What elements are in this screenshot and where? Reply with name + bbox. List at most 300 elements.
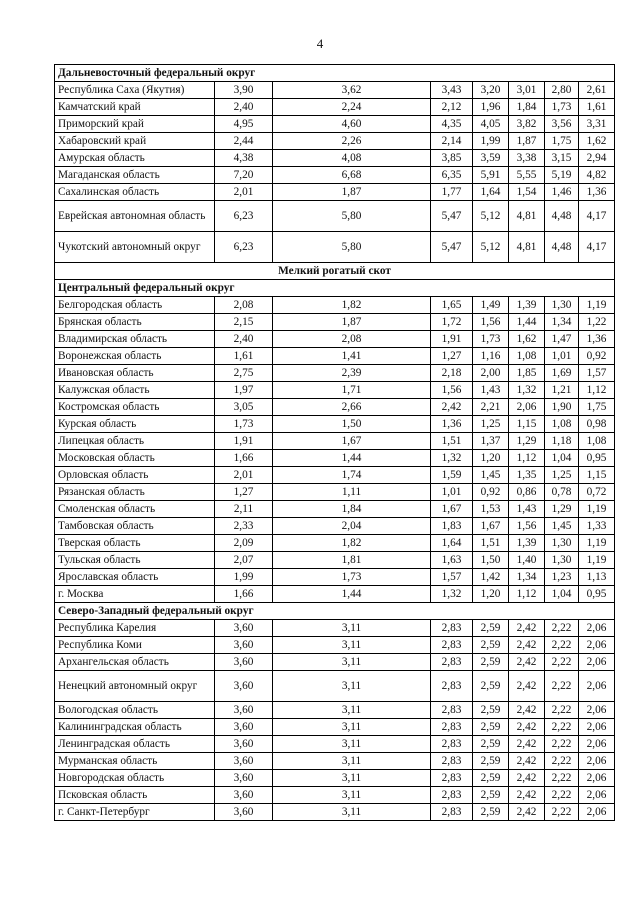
rate-cell: 1,44 — [509, 314, 545, 331]
rate-cell: 3,82 — [509, 116, 545, 133]
rate-cell: 2,59 — [473, 637, 509, 654]
rate-cell: 1,44 — [273, 586, 431, 603]
rate-cell: 1,46 — [545, 184, 579, 201]
region-name: Рязанская область — [55, 484, 215, 501]
rate-cell: 3,60 — [215, 654, 273, 671]
rate-cell: 1,39 — [509, 297, 545, 314]
rate-cell: 2,42 — [509, 719, 545, 736]
table-row — [55, 348, 615, 365]
rate-cell: 1,50 — [273, 416, 431, 433]
table-row — [55, 637, 615, 654]
rate-cell: 1,34 — [509, 569, 545, 586]
rate-cell: 3,31 — [579, 116, 615, 133]
rate-cell: 2,83 — [431, 637, 473, 654]
rate-cell: 2,09 — [215, 535, 273, 552]
rate-cell: 4,81 — [509, 232, 545, 263]
region-name: Сахалинская область — [55, 184, 215, 201]
rate-cell: 1,71 — [273, 382, 431, 399]
rate-cell: 1,99 — [215, 569, 273, 586]
region-name: Владимирская область — [55, 331, 215, 348]
rate-cell: 3,11 — [273, 804, 431, 821]
rate-cell: 1,77 — [431, 184, 473, 201]
rate-cell: 3,60 — [215, 804, 273, 821]
rates-table — [54, 64, 615, 821]
region-name: Смоленская область — [55, 501, 215, 518]
rate-cell: 2,83 — [431, 804, 473, 821]
table-row — [55, 552, 615, 569]
rate-cell: 2,07 — [215, 552, 273, 569]
rate-cell: 2,42 — [509, 654, 545, 671]
rate-cell: 5,47 — [431, 201, 473, 232]
rate-cell: 2,21 — [473, 399, 509, 416]
rate-cell: 2,42 — [509, 753, 545, 770]
rate-cell: 1,19 — [579, 552, 615, 569]
rate-cell: 1,25 — [473, 416, 509, 433]
table-row — [55, 787, 615, 804]
rate-cell: 2,42 — [509, 804, 545, 821]
rate-cell: 2,40 — [215, 331, 273, 348]
rate-cell: 1,56 — [509, 518, 545, 535]
rate-cell: 3,60 — [215, 787, 273, 804]
rate-cell: 1,57 — [579, 365, 615, 382]
region-name: Чукотский автономный округ — [55, 232, 215, 263]
rate-cell: 1,61 — [215, 348, 273, 365]
rate-cell: 3,60 — [215, 671, 273, 702]
region-name: Республика Карелия — [55, 620, 215, 637]
rate-cell: 1,25 — [545, 467, 579, 484]
rate-cell: 1,33 — [579, 518, 615, 535]
rate-cell: 2,18 — [431, 365, 473, 382]
rate-cell: 1,42 — [473, 569, 509, 586]
rate-cell: 2,22 — [545, 702, 579, 719]
rate-cell: 7,20 — [215, 167, 273, 184]
rate-cell: 2,59 — [473, 787, 509, 804]
table-row — [55, 99, 615, 116]
rate-cell: 1,53 — [473, 501, 509, 518]
rate-cell: 1,19 — [579, 297, 615, 314]
rate-cell: 1,66 — [215, 450, 273, 467]
rate-cell: 2,22 — [545, 736, 579, 753]
rate-cell: 5,12 — [473, 232, 509, 263]
rate-cell: 1,29 — [509, 433, 545, 450]
rate-cell: 1,66 — [215, 586, 273, 603]
rate-cell: 1,84 — [273, 501, 431, 518]
rate-cell: 4,48 — [545, 201, 579, 232]
rate-cell: 1,43 — [473, 382, 509, 399]
rate-cell: 1,04 — [545, 450, 579, 467]
rate-cell: 1,87 — [273, 314, 431, 331]
rate-cell: 2,06 — [509, 399, 545, 416]
table-row — [55, 620, 615, 637]
rate-cell: 1,22 — [579, 314, 615, 331]
rate-cell: 3,11 — [273, 753, 431, 770]
region-name: Мурманская область — [55, 753, 215, 770]
rate-cell: 3,60 — [215, 770, 273, 787]
rate-cell: 1,51 — [431, 433, 473, 450]
rate-cell: 3,90 — [215, 82, 273, 99]
rate-cell: 2,59 — [473, 719, 509, 736]
rate-cell: 3,11 — [273, 671, 431, 702]
rate-cell: 1,62 — [509, 331, 545, 348]
rate-cell: 2,08 — [273, 331, 431, 348]
region-name: г. Санкт-Петербург — [55, 804, 215, 821]
rate-cell: 2,83 — [431, 671, 473, 702]
rate-cell: 2,42 — [509, 770, 545, 787]
rate-cell: 1,57 — [431, 569, 473, 586]
rate-cell: 2,59 — [473, 671, 509, 702]
section-title: Северо-Западный федеральный округ — [55, 603, 615, 620]
rate-cell: 4,60 — [273, 116, 431, 133]
rate-cell: 1,73 — [215, 416, 273, 433]
rate-cell: 2,22 — [545, 719, 579, 736]
rate-cell: 1,40 — [509, 552, 545, 569]
rate-cell: 2,14 — [431, 133, 473, 150]
table-row — [55, 671, 615, 702]
rate-cell: 1,44 — [273, 450, 431, 467]
rate-cell: 1,30 — [545, 552, 579, 569]
rate-cell: 1,16 — [473, 348, 509, 365]
rate-cell: 1,12 — [509, 450, 545, 467]
rate-cell: 2,59 — [473, 736, 509, 753]
rate-cell: 1,83 — [431, 518, 473, 535]
rate-cell: 1,35 — [509, 467, 545, 484]
rate-cell: 2,83 — [431, 770, 473, 787]
rate-cell: 4,38 — [215, 150, 273, 167]
table-row — [55, 184, 615, 201]
region-name: Тульская область — [55, 552, 215, 569]
rate-cell: 1,56 — [473, 314, 509, 331]
rate-cell: 2,33 — [215, 518, 273, 535]
region-name: Калужская область — [55, 382, 215, 399]
table-row — [55, 518, 615, 535]
rate-cell: 2,59 — [473, 620, 509, 637]
rate-cell: 3,20 — [473, 82, 509, 99]
rate-cell: 3,60 — [215, 620, 273, 637]
rate-cell: 2,83 — [431, 753, 473, 770]
rate-cell: 1,73 — [545, 99, 579, 116]
rate-cell: 1,34 — [545, 314, 579, 331]
rate-cell: 3,60 — [215, 702, 273, 719]
region-name: Архангельская область — [55, 654, 215, 671]
rate-cell: 1,82 — [273, 297, 431, 314]
table-row — [55, 365, 615, 382]
page-number: 4 — [316, 36, 324, 51]
rate-cell: 2,06 — [579, 804, 615, 821]
table-row — [55, 133, 615, 150]
rate-cell: 1,63 — [431, 552, 473, 569]
rate-cell: 1,20 — [473, 586, 509, 603]
rate-cell: 4,82 — [579, 167, 615, 184]
region-name: Белгородская область — [55, 297, 215, 314]
rate-cell: 1,45 — [545, 518, 579, 535]
region-name: Псковская область — [55, 787, 215, 804]
rate-cell: 1,65 — [431, 297, 473, 314]
region-name: Республика Коми — [55, 637, 215, 654]
table-row — [55, 501, 615, 518]
table-row — [55, 719, 615, 736]
rate-cell: 0,72 — [579, 484, 615, 501]
rate-cell: 1,47 — [545, 331, 579, 348]
rate-cell: 2,42 — [431, 399, 473, 416]
rate-cell: 5,91 — [473, 167, 509, 184]
rate-cell: 3,59 — [473, 150, 509, 167]
rate-cell: 0,92 — [473, 484, 509, 501]
rate-cell: 1,64 — [431, 535, 473, 552]
rate-cell: 4,17 — [579, 201, 615, 232]
section-header-row — [55, 603, 615, 620]
rate-cell: 1,39 — [509, 535, 545, 552]
rate-cell: 1,21 — [545, 382, 579, 399]
rate-cell: 2,59 — [473, 654, 509, 671]
rate-cell: 3,38 — [509, 150, 545, 167]
region-name: Магаданская область — [55, 167, 215, 184]
rate-cell: 2,22 — [545, 787, 579, 804]
rate-cell: 1,67 — [273, 433, 431, 450]
rate-cell: 2,83 — [431, 620, 473, 637]
rate-cell: 2,94 — [579, 150, 615, 167]
rate-cell: 6,68 — [273, 167, 431, 184]
table-row — [55, 150, 615, 167]
rate-cell: 1,87 — [509, 133, 545, 150]
rate-cell: 1,08 — [545, 416, 579, 433]
region-name: Воронежская область — [55, 348, 215, 365]
rate-cell: 2,12 — [431, 99, 473, 116]
rate-cell: 2,42 — [509, 637, 545, 654]
rate-cell: 1,19 — [579, 501, 615, 518]
region-name: Республика Саха (Якутия) — [55, 82, 215, 99]
rate-cell: 2,06 — [579, 753, 615, 770]
region-name: Московская область — [55, 450, 215, 467]
rate-cell: 1,91 — [215, 433, 273, 450]
rate-cell: 1,19 — [579, 535, 615, 552]
rate-cell: 2,15 — [215, 314, 273, 331]
rate-cell: 1,20 — [473, 450, 509, 467]
region-name: Ленинградская область — [55, 736, 215, 753]
table-row — [55, 586, 615, 603]
region-name: Ярославская область — [55, 569, 215, 586]
rate-cell: 2,59 — [473, 804, 509, 821]
rate-cell: 1,15 — [509, 416, 545, 433]
rate-cell: 2,59 — [473, 702, 509, 719]
rate-cell: 2,00 — [473, 365, 509, 382]
region-name: Амурская область — [55, 150, 215, 167]
table-row — [55, 770, 615, 787]
table-row — [55, 753, 615, 770]
region-name: Орловская область — [55, 467, 215, 484]
rate-cell: 3,01 — [509, 82, 545, 99]
table-row — [55, 702, 615, 719]
rate-cell: 2,22 — [545, 770, 579, 787]
category-title: Мелкий рогатый скот — [55, 263, 615, 280]
rate-cell: 2,39 — [273, 365, 431, 382]
rate-cell: 1,04 — [545, 586, 579, 603]
rate-cell: 2,06 — [579, 719, 615, 736]
region-name: Хабаровский край — [55, 133, 215, 150]
section-header-row — [55, 65, 615, 82]
rate-cell: 1,51 — [473, 535, 509, 552]
rate-cell: 1,27 — [431, 348, 473, 365]
rate-cell: 2,40 — [215, 99, 273, 116]
rate-cell: 3,11 — [273, 702, 431, 719]
region-name: Камчатский край — [55, 99, 215, 116]
rate-cell: 1,13 — [579, 569, 615, 586]
rate-cell: 1,50 — [473, 552, 509, 569]
table-row — [55, 484, 615, 501]
rate-cell: 2,26 — [273, 133, 431, 150]
rate-cell: 2,42 — [509, 702, 545, 719]
category-header-row — [55, 263, 615, 280]
rate-cell: 1,74 — [273, 467, 431, 484]
rate-cell: 1,41 — [273, 348, 431, 365]
rate-cell: 4,35 — [431, 116, 473, 133]
rate-cell: 1,67 — [473, 518, 509, 535]
rate-cell: 4,81 — [509, 201, 545, 232]
rate-cell: 1,30 — [545, 535, 579, 552]
rate-cell: 2,04 — [273, 518, 431, 535]
rate-cell: 2,06 — [579, 620, 615, 637]
rate-cell: 1,81 — [273, 552, 431, 569]
rate-cell: 1,18 — [545, 433, 579, 450]
rate-cell: 3,11 — [273, 736, 431, 753]
region-name: г. Москва — [55, 586, 215, 603]
table-row — [55, 201, 615, 232]
rate-cell: 6,35 — [431, 167, 473, 184]
rate-cell: 2,44 — [215, 133, 273, 150]
rate-cell: 1,90 — [545, 399, 579, 416]
rate-cell: 0,86 — [509, 484, 545, 501]
rate-cell: 1,12 — [509, 586, 545, 603]
rate-cell: 5,12 — [473, 201, 509, 232]
table-row — [55, 535, 615, 552]
table-row — [55, 416, 615, 433]
rate-cell: 6,23 — [215, 201, 273, 232]
rate-cell: 1,15 — [579, 467, 615, 484]
rate-cell: 1,32 — [431, 586, 473, 603]
region-name: Тамбовская область — [55, 518, 215, 535]
rate-cell: 1,36 — [431, 416, 473, 433]
rate-cell: 1,08 — [509, 348, 545, 365]
rate-cell: 1,82 — [273, 535, 431, 552]
rate-cell: 2,22 — [545, 620, 579, 637]
rate-cell: 2,61 — [579, 82, 615, 99]
table-body — [55, 65, 615, 821]
rate-cell: 1,30 — [545, 297, 579, 314]
rate-cell: 3,60 — [215, 637, 273, 654]
rate-cell: 1,27 — [215, 484, 273, 501]
rate-cell: 2,01 — [215, 467, 273, 484]
rate-cell: 2,06 — [579, 637, 615, 654]
region-name: Тверская область — [55, 535, 215, 552]
rate-cell: 2,22 — [545, 671, 579, 702]
section-header-row — [55, 280, 615, 297]
rate-cell: 0,78 — [545, 484, 579, 501]
rate-cell: 2,66 — [273, 399, 431, 416]
section-title: Дальневосточный федеральный округ — [55, 65, 615, 82]
rate-cell: 3,43 — [431, 82, 473, 99]
rate-cell: 3,60 — [215, 736, 273, 753]
rate-cell: 2,06 — [579, 770, 615, 787]
rate-cell: 1,36 — [579, 331, 615, 348]
table-row — [55, 433, 615, 450]
region-name: Ивановская область — [55, 365, 215, 382]
rate-cell: 1,67 — [431, 501, 473, 518]
rate-cell: 0,92 — [579, 348, 615, 365]
rate-cell: 2,22 — [545, 637, 579, 654]
region-name: Брянская область — [55, 314, 215, 331]
rate-cell: 1,45 — [473, 467, 509, 484]
rate-cell: 2,06 — [579, 787, 615, 804]
rate-cell: 5,47 — [431, 232, 473, 263]
table-row — [55, 82, 615, 99]
rate-cell: 2,11 — [215, 501, 273, 518]
rate-cell: 2,83 — [431, 736, 473, 753]
rate-cell: 3,15 — [545, 150, 579, 167]
rate-cell: 2,01 — [215, 184, 273, 201]
rate-cell: 4,08 — [273, 150, 431, 167]
rate-cell: 1,01 — [545, 348, 579, 365]
rate-cell: 1,99 — [473, 133, 509, 150]
rate-cell: 1,64 — [473, 184, 509, 201]
rate-cell: 3,56 — [545, 116, 579, 133]
table-row — [55, 569, 615, 586]
rate-cell: 2,08 — [215, 297, 273, 314]
rate-cell: 4,48 — [545, 232, 579, 263]
rate-cell: 1,11 — [273, 484, 431, 501]
rate-cell: 3,05 — [215, 399, 273, 416]
rate-cell: 2,42 — [509, 620, 545, 637]
rate-cell: 1,75 — [579, 399, 615, 416]
table-row — [55, 804, 615, 821]
rate-cell: 1,32 — [431, 450, 473, 467]
rate-cell: 0,95 — [579, 450, 615, 467]
rate-cell: 3,11 — [273, 620, 431, 637]
table-row — [55, 232, 615, 263]
rate-cell: 1,97 — [215, 382, 273, 399]
rate-cell: 6,23 — [215, 232, 273, 263]
rate-cell: 1,23 — [545, 569, 579, 586]
rate-cell: 2,42 — [509, 736, 545, 753]
region-name: Еврейская автономная область — [55, 201, 215, 232]
table-row — [55, 314, 615, 331]
rate-cell: 1,56 — [431, 382, 473, 399]
rate-cell: 1,87 — [273, 184, 431, 201]
rate-cell: 1,61 — [579, 99, 615, 116]
rate-cell: 2,75 — [215, 365, 273, 382]
region-name: Приморский край — [55, 116, 215, 133]
rate-cell: 2,80 — [545, 82, 579, 99]
rate-cell: 4,95 — [215, 116, 273, 133]
region-name: Калининградская область — [55, 719, 215, 736]
rate-cell: 1,59 — [431, 467, 473, 484]
rate-cell: 1,08 — [579, 433, 615, 450]
rate-cell: 2,24 — [273, 99, 431, 116]
rate-cell: 3,85 — [431, 150, 473, 167]
rate-cell: 2,83 — [431, 787, 473, 804]
rate-cell: 3,11 — [273, 770, 431, 787]
rate-cell: 1,32 — [509, 382, 545, 399]
table-row — [55, 167, 615, 184]
rate-cell: 4,05 — [473, 116, 509, 133]
rate-cell: 3,62 — [273, 82, 431, 99]
rate-cell: 2,22 — [545, 753, 579, 770]
rate-cell: 3,60 — [215, 719, 273, 736]
rate-cell: 1,36 — [579, 184, 615, 201]
region-name: Костромская область — [55, 399, 215, 416]
table-row — [55, 736, 615, 753]
rate-cell: 2,06 — [579, 654, 615, 671]
rate-cell: 0,98 — [579, 416, 615, 433]
section-title: Центральный федеральный округ — [55, 280, 615, 297]
